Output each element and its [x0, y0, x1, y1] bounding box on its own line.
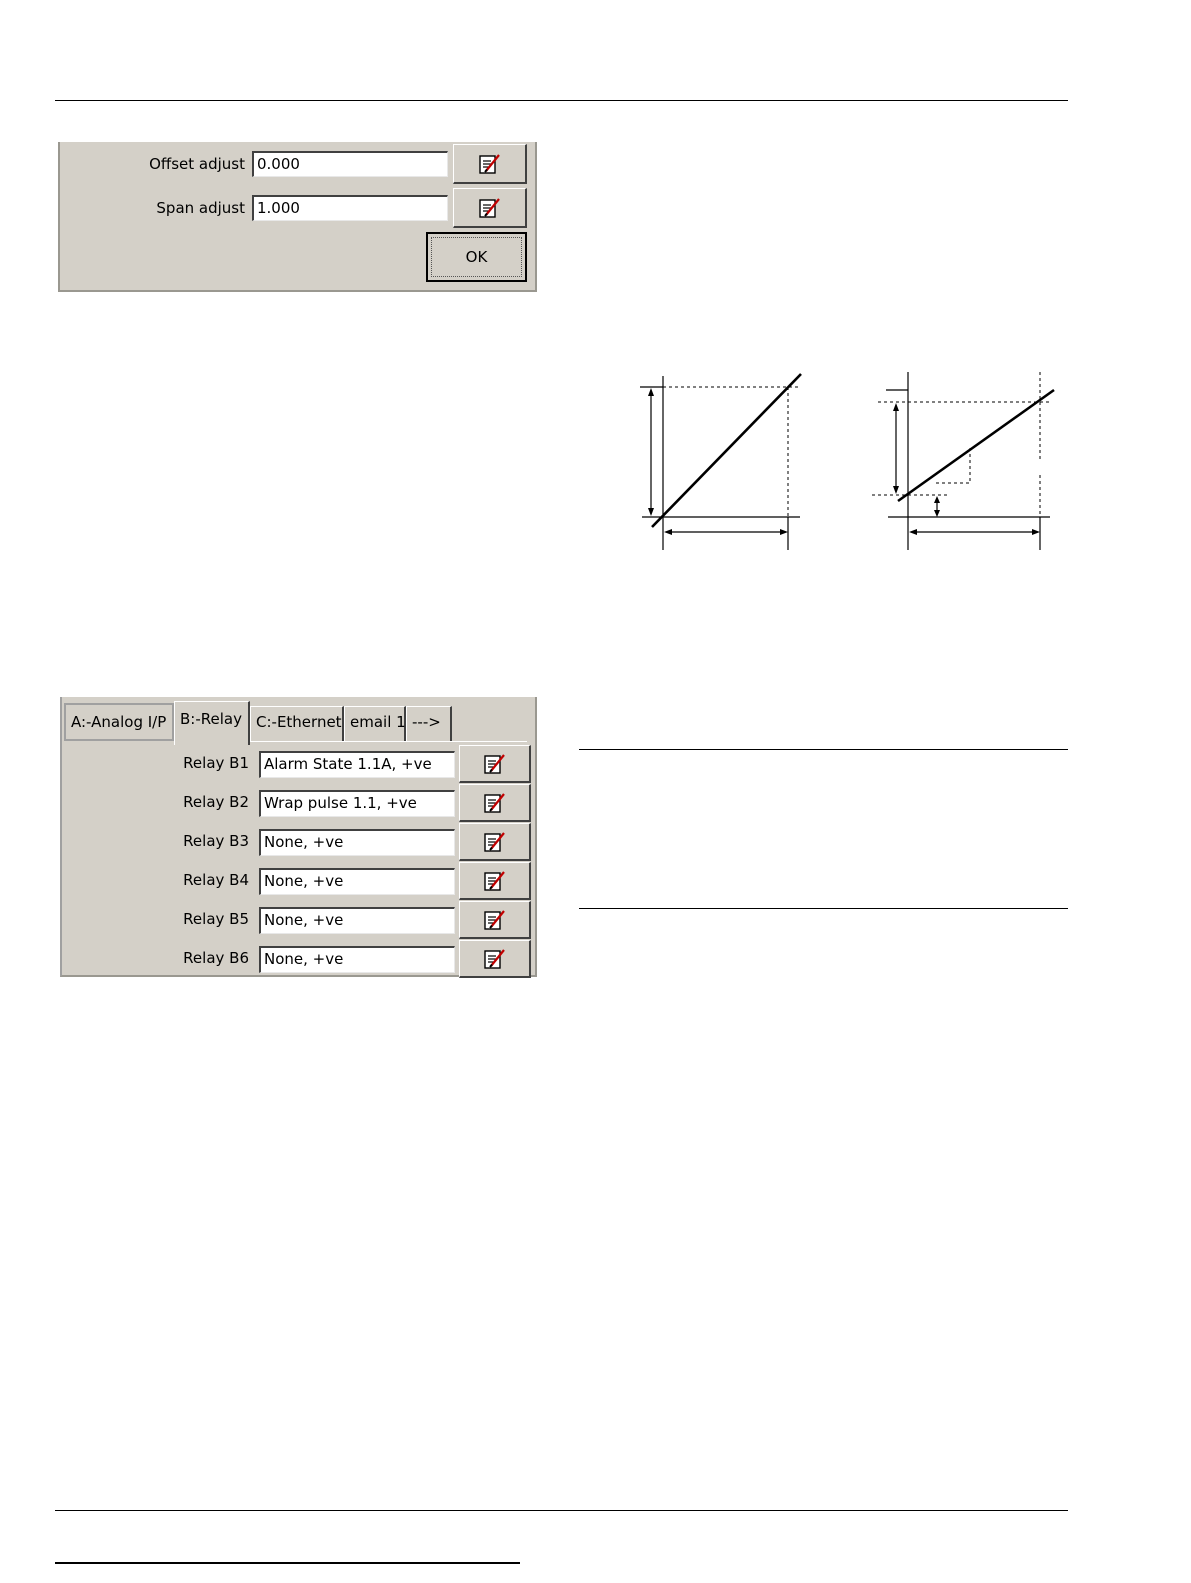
box-rule-top — [579, 749, 1068, 750]
relay-b6-label: Relay B6 — [183, 949, 249, 967]
header-rule — [55, 100, 1068, 101]
tab-panel-edge — [250, 741, 527, 742]
arrowhead-right — [780, 529, 788, 535]
edit-icon — [482, 947, 508, 971]
relay-b4-field[interactable]: None, +ve — [259, 868, 455, 895]
edit-icon — [482, 869, 508, 893]
tab-ethernet[interactable]: C:-Ethernet — [250, 706, 344, 742]
relay-dialog — [60, 697, 537, 977]
relay-b1-edit-button[interactable] — [459, 745, 531, 783]
arrowhead-down — [648, 508, 654, 516]
ok-button[interactable] — [426, 232, 527, 282]
calibration-line — [652, 374, 801, 527]
relay-b4-label: Relay B4 — [183, 871, 249, 889]
tab-more[interactable]: ---> — [406, 706, 452, 742]
offset-adjust-label: Offset adjust — [149, 155, 245, 173]
arrowhead-up — [893, 403, 899, 411]
arrowhead-down — [934, 510, 940, 517]
relay-b3-edit-button[interactable] — [459, 823, 531, 861]
span-adjust-edit-button[interactable] — [453, 188, 527, 228]
arrowhead-down — [893, 486, 899, 494]
relay-b2-field[interactable]: Wrap pulse 1.1, +ve — [259, 790, 455, 817]
footer-rule-short — [55, 1562, 520, 1564]
relay-b5-field[interactable]: None, +ve — [259, 907, 455, 934]
calibration-line — [898, 390, 1054, 501]
arrowhead-left — [664, 529, 672, 535]
offset-adjust-field[interactable]: 0.000 — [252, 151, 448, 177]
tab-strip — [62, 697, 535, 745]
edit-icon — [482, 752, 508, 776]
span-diagram — [630, 360, 810, 560]
relay-b2-label: Relay B2 — [183, 793, 249, 811]
relay-b1-label: Relay B1 — [183, 754, 249, 772]
relay-b5-edit-button[interactable] — [459, 901, 531, 939]
relay-b3-field[interactable]: None, +ve — [259, 829, 455, 856]
arrowhead-up — [648, 388, 654, 396]
arrowhead-left — [909, 529, 917, 535]
span-adjust-label: Span adjust — [156, 199, 245, 217]
relay-b2-edit-button[interactable] — [459, 784, 531, 822]
edit-icon — [482, 908, 508, 932]
relay-b6-edit-button[interactable] — [459, 940, 531, 978]
tab-analog-ip[interactable]: A:-Analog I/P — [64, 703, 174, 741]
box-rule-bottom — [579, 908, 1068, 909]
edit-icon — [482, 830, 508, 854]
edit-icon — [477, 196, 503, 220]
edit-icon — [482, 791, 508, 815]
footer-rule — [55, 1510, 1068, 1511]
span-adjust-field[interactable]: 1.000 — [252, 195, 448, 221]
relay-b4-edit-button[interactable] — [459, 862, 531, 900]
relay-b5-label: Relay B5 — [183, 910, 249, 928]
offset-adjust-edit-button[interactable] — [453, 144, 527, 184]
ok-label: OK — [465, 248, 488, 266]
offset-span-diagram — [872, 360, 1062, 560]
edit-icon — [477, 152, 503, 176]
arrowhead-right — [1032, 529, 1040, 535]
relay-b1-field[interactable]: Alarm State 1.1A, +ve — [259, 751, 455, 778]
relay-b3-label: Relay B3 — [183, 832, 249, 850]
tab-email-1[interactable]: email 1 — [344, 706, 406, 742]
adjust-dialog — [58, 142, 537, 292]
tab-relay[interactable]: B:-Relay — [174, 701, 250, 745]
arrowhead-up — [934, 496, 940, 503]
relay-b6-field[interactable]: None, +ve — [259, 946, 455, 973]
